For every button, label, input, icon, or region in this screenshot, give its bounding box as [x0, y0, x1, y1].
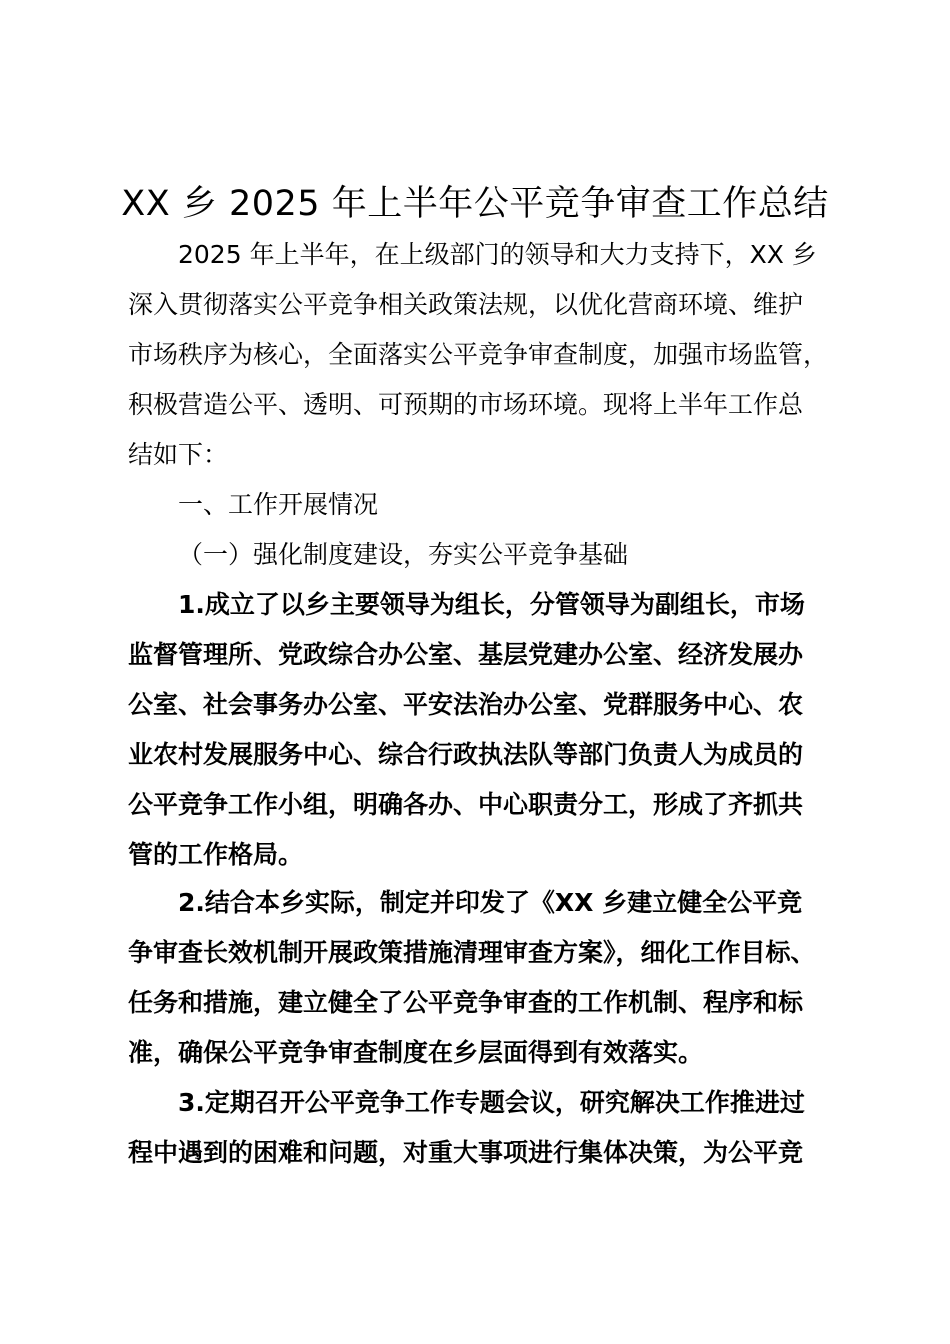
- item-line: 3.定期召开公平竞争工作专题会议，研究解决工作推进过: [178, 1088, 805, 1117]
- intro-paragraph: [128, 230, 858, 480]
- intro-line: 市场秩序为核心，全面落实公平竞争审查制度，加强市场监管，: [128, 340, 829, 369]
- item-3-paragraph: [128, 1078, 858, 1178]
- item-line: 业农村发展服务中心、综合行政执法队等部门负责人为成员的: [128, 740, 804, 769]
- intro-line: 积极营造公平、透明、可预期的市场环境。现将上半年工作总: [128, 390, 804, 419]
- item-line: 1.成立了以乡主要领导为组长，分管领导为副组长，市场: [178, 590, 805, 619]
- item-line: 公平竞争工作小组，明确各办、中心职责分工，形成了齐抓共: [128, 790, 804, 819]
- item-1-paragraph: [128, 580, 858, 880]
- document-title: XX 乡 2025 年上半年公平竞争审查工作总结: [121, 184, 829, 224]
- item-2-paragraph: [128, 878, 858, 1078]
- item-line: 2.结合本乡实际，制定并印发了《XX 乡建立健全公平竞: [178, 888, 803, 917]
- intro-line: 结如下：: [128, 440, 229, 469]
- item-line: 任务和措施，建立健全了公平竞争审查的工作机制、程序和标: [128, 988, 804, 1017]
- intro-line: 深入贯彻落实公平竞争相关政策法规，以优化营商环境、维护: [128, 290, 804, 319]
- item-line: 监督管理所、党政综合办公室、基层党建办公室、经济发展办: [128, 640, 804, 669]
- section-heading: 一、工作开展情况: [178, 490, 379, 519]
- item-line: 公室、社会事务办公室、平安法治办公室、党群服务中心、农: [128, 690, 804, 719]
- subsection-heading: （一）强化制度建设，夯实公平竞争基础: [178, 540, 629, 569]
- item-line: 准，确保公平竞争审查制度在乡层面得到有效落实。: [128, 1038, 704, 1067]
- item-line: 管的工作格局。: [128, 840, 304, 869]
- item-line: 争审查长效机制开展政策措施清理审查方案》，细化工作目标、: [128, 938, 816, 967]
- intro-line: 2025 年上半年，在上级部门的领导和大力支持下，XX 乡: [178, 240, 817, 269]
- item-line: 程中遇到的困难和问题，对重大事项进行集体决策，为公平竞: [128, 1138, 804, 1167]
